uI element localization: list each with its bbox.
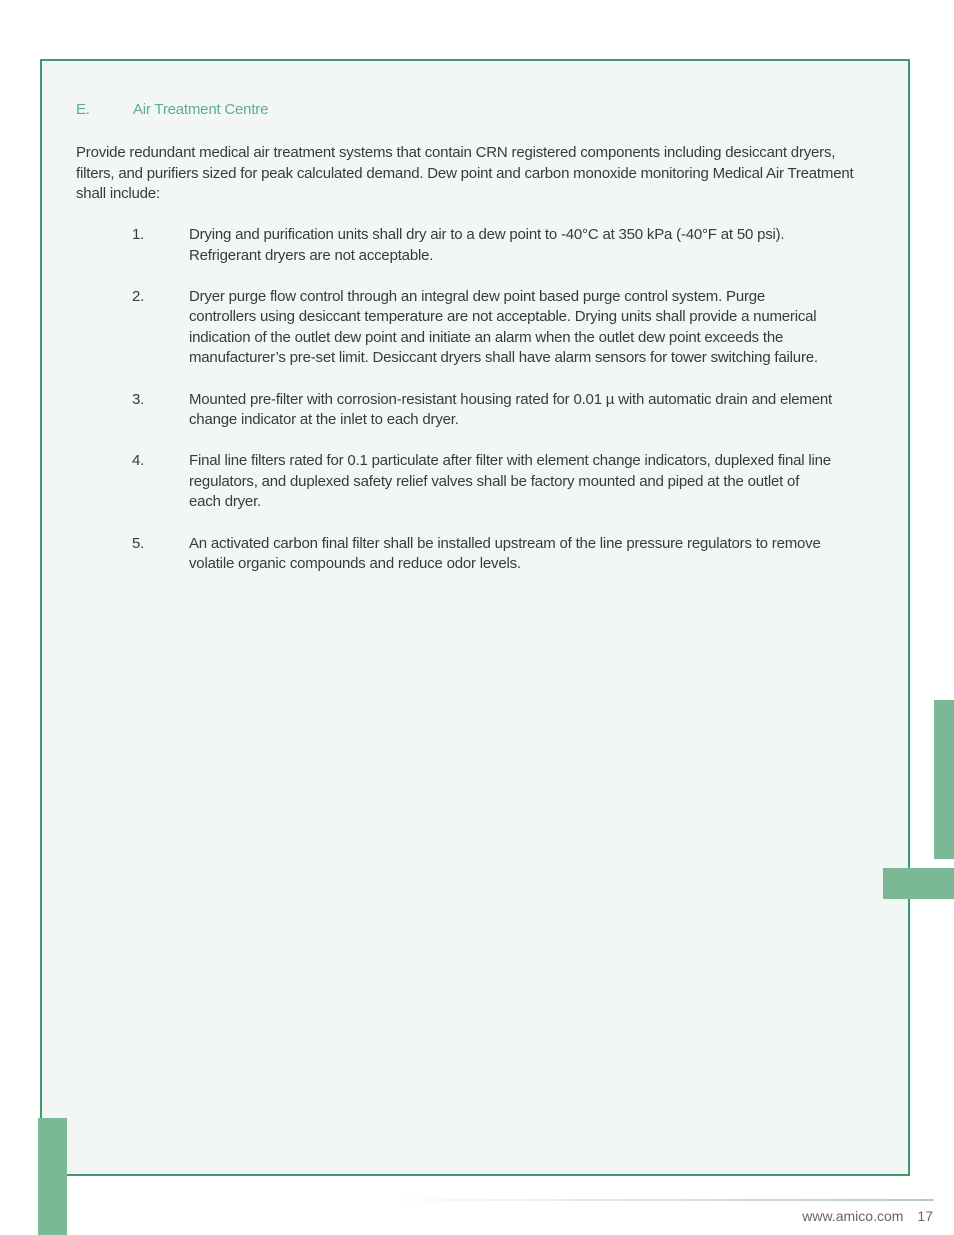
list-item	[132, 451, 832, 513]
list-item	[132, 534, 832, 575]
section-tab-marker-lower	[883, 868, 954, 899]
list-item-text: Final line filters rated for 0.1 particulate after filter with element change indicators, duplexed final line regulators, and duplexed safety relief valves shall be factory mounted and piped at the outlet of each dryer.	[189, 452, 831, 511]
list-item	[132, 287, 832, 369]
list-item-text: Drying and purification units shall dry air to a dew point to -40°C at 350 kPa (-40°F at 50 psi). Refrigerant dryers are not acceptable.	[189, 226, 785, 264]
corner-tab-marker	[38, 1118, 67, 1235]
list-item-number: 3.	[132, 390, 145, 408]
list-item-text: An activated carbon final filter shall be installed upstream of the line pressure regulators to remove volatile organic compounds and reduce odor levels.	[189, 534, 821, 573]
list-item-number: 4.	[132, 452, 145, 470]
list-item	[132, 390, 832, 431]
intro-paragraph: Provide redundant medical air treatment systems that contain CRN registered components including desiccant dryers, filters, and purifiers sized for peak calculated demand. Dew point and carbon monoxide monitoring Medical Air Treatment shall include:	[76, 144, 854, 202]
list-item-number: 1.	[132, 226, 145, 243]
list-item	[132, 225, 832, 266]
page-number: 17	[917, 1208, 933, 1224]
section-title: Air Treatment Centre	[133, 101, 269, 118]
list-item-text: Mounted pre-filter with corrosion-resistant housing rated for 0.01 µ with automatic drain and element change indicator at the inlet to each dryer.	[189, 390, 832, 429]
footer-divider	[380, 1199, 934, 1201]
section-heading	[76, 101, 268, 118]
section-letter: E.	[76, 101, 90, 118]
list-item-number: 5.	[132, 534, 145, 552]
page-footer	[802, 1208, 933, 1224]
list-item-text: Dryer purge flow control through an integral dew point based purge control system. Purge controllers using desiccant temperature are not acceptable. Drying units shall provide a numerical indication of the outlet dew point and initiate an alarm when the outlet dew point exceeds the manufacturer’s pre-set limit. Desiccant dryers shall have alarm sensors for tower switching failure.	[189, 287, 818, 367]
list-item-number: 2.	[132, 287, 145, 305]
footer-website: www.amico.com	[802, 1208, 904, 1224]
requirements-list	[132, 225, 832, 595]
section-tab-marker	[934, 700, 954, 859]
